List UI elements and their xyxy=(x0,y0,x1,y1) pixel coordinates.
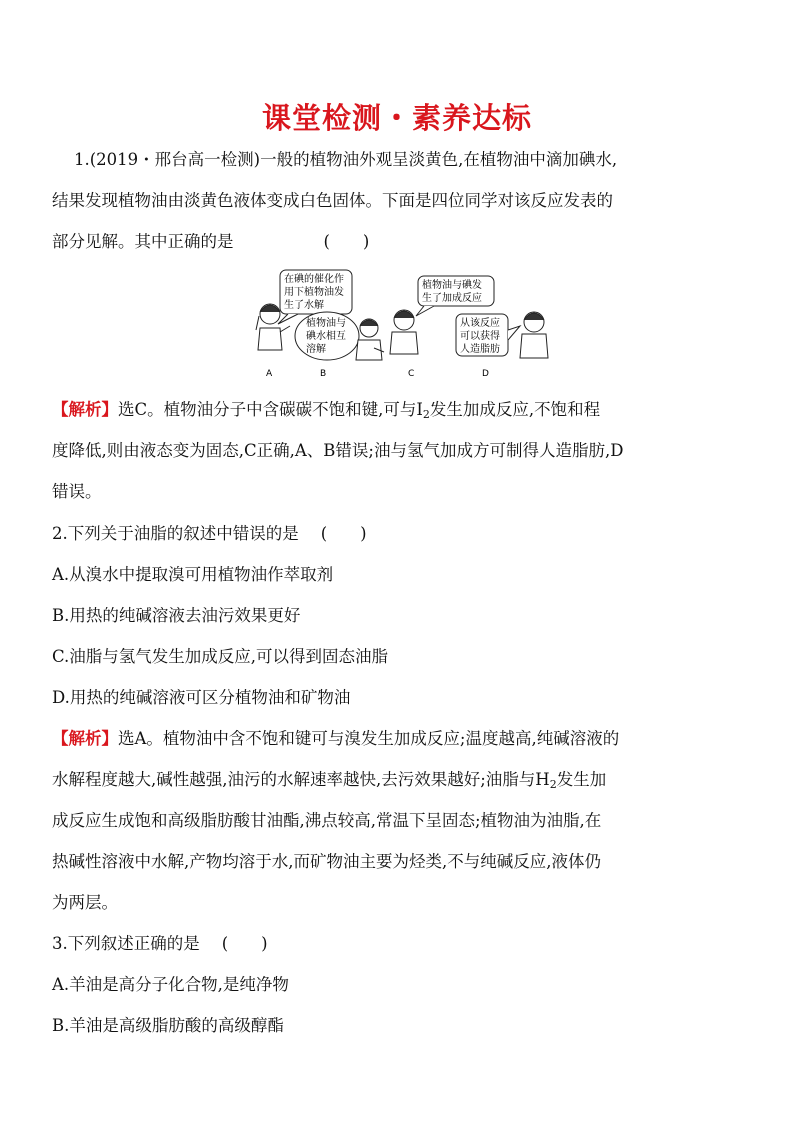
a1-line-1 xyxy=(52,400,702,425)
a1-line-3: 错误。 xyxy=(52,482,102,501)
q3-stem-text: 3.下列叙述正确的是 xyxy=(52,934,200,953)
q1-answer-paren: ( ) xyxy=(323,232,370,251)
a2-line-5: 为两层。 xyxy=(52,893,118,912)
label-d: D xyxy=(482,369,489,379)
q2-option-b: B.用热的纯碱溶液去油污效果更好 xyxy=(52,606,301,625)
a1-tag: 【解析】 xyxy=(52,400,118,419)
a2-line-2-text-a: 水解程度越大,碱性越强,油污的水解速率越快,去污效果越好;油脂与H xyxy=(52,770,550,789)
bubble-c xyxy=(416,276,494,316)
bubble-d-line-2: 可以获得 xyxy=(460,331,500,342)
q2-stem xyxy=(52,524,702,544)
q3-option-b: B.羊油是高级脂肪酸的高级醇酯 xyxy=(52,1016,284,1035)
a2-line-2-sub: 2 xyxy=(549,778,557,791)
label-a: A xyxy=(266,369,273,379)
label-b: B xyxy=(320,369,327,379)
page-title: 课堂检测・素养达标 xyxy=(261,101,532,135)
a2-tag: 【解析】 xyxy=(52,729,118,748)
student-d-figure xyxy=(520,312,548,358)
bubble-c-line-2: 生了加成反应 xyxy=(422,293,482,304)
a1-line-1-sub: 2 xyxy=(422,408,430,421)
q1-line-3 xyxy=(52,232,702,252)
bubble-b-line-3: 溶解 xyxy=(306,344,326,355)
q1-line-3-text: 部分见解。其中正确的是 xyxy=(52,232,234,251)
student-c-figure xyxy=(390,310,418,354)
q1-line-2: 结果发现植物油由淡黄色液体变成白色固体。下面是四位同学对该反应发表的 xyxy=(52,191,613,210)
q3-answer-paren: ( ) xyxy=(221,934,268,953)
q2-option-c: C.油脂与氢气发生加成反应,可以得到固态油脂 xyxy=(52,647,389,666)
bubble-d xyxy=(456,314,520,356)
student-b-figure xyxy=(356,319,384,360)
bubble-d-line-3: 人造脂肪 xyxy=(460,344,500,355)
q2-stem-text: 2.下列关于油脂的叙述中错误的是 xyxy=(52,524,299,543)
a1-line-1-text-a: 选C。植物油分子中含碳碳不饱和键,可与I xyxy=(118,400,423,419)
a2-line-1-text: 选A。植物油中含不饱和键可与溴发生加成反应;温度越高,纯碱溶液的 xyxy=(118,729,620,748)
q3-option-a: A.羊油是高分子化合物,是纯净物 xyxy=(52,975,289,994)
students-figure xyxy=(244,268,554,380)
bubble-d-line-1: 从该反应 xyxy=(460,318,500,329)
a1-line-1-text-b: 发生加成反应,不饱和程 xyxy=(429,400,601,419)
bubble-a-line-2: 用下植物油发 xyxy=(284,287,344,298)
bubble-b-line-2: 碘水相互 xyxy=(306,331,346,342)
q1-line-1: 1.(2019・邢台高一检测)一般的植物油外观呈淡黄色,在植物油中滴加碘水, xyxy=(74,150,618,169)
q2-option-d: D.用热的纯碱溶液可区分植物油和矿物油 xyxy=(52,688,351,707)
q2-answer-paren: ( ) xyxy=(320,524,367,543)
a2-line-1 xyxy=(52,729,702,749)
a2-line-3: 成反应生成饱和高级脂肪酸甘油酯,沸点较高,常温下呈固态;植物油为油脂,在 xyxy=(52,811,602,830)
bubble-a-line-1: 在碘的催化作 xyxy=(284,274,344,285)
a1-line-2: 度降低,则由液态变为固态,C正确,A、B错误;油与氢气加成方可制得人造脂肪,D xyxy=(52,441,624,460)
bubble-b xyxy=(295,312,359,360)
q2-option-a: A.从溴水中提取溴可用植物油作萃取剂 xyxy=(52,565,334,584)
a2-line-2-text-b: 发生加 xyxy=(556,770,607,789)
q3-stem xyxy=(52,934,702,954)
a2-line-4: 热碱性溶液中水解,产物均溶于水,而矿物油主要为烃类,不与纯碱反应,液体仍 xyxy=(52,852,601,871)
bubble-b-line-1: 植物油与 xyxy=(306,318,346,329)
a2-line-2 xyxy=(52,770,702,795)
bubble-c-line-1: 植物油与碘发 xyxy=(422,280,482,291)
bubble-a-line-3: 生了水解 xyxy=(284,300,324,311)
label-c: C xyxy=(408,369,415,379)
